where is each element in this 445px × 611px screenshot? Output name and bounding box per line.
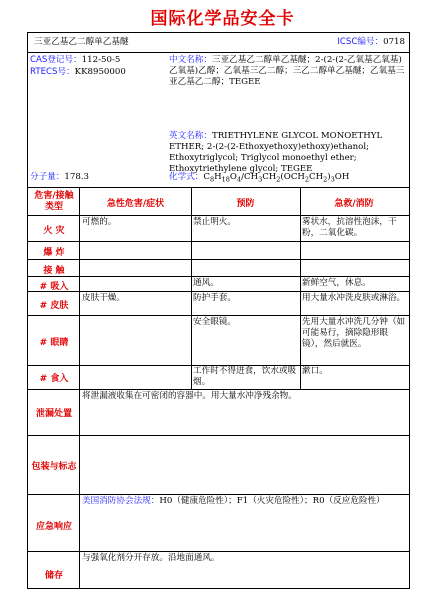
en-name-value: TRIETHYLENE GLYCOL MONOETHYL ETHER; 2-(2-(2-Ethoxyethoxy)ethoxy)ethanol; Ethoxytriglycol; Triglycol monoethyl ether; Ethoxytriethylene glycol; TEGEE: [169, 131, 383, 174]
formula-label: 化学式：: [169, 172, 204, 182]
mw-value: 178.3: [64, 172, 89, 182]
rtecs-label: RTECS号：: [30, 67, 75, 77]
en-name-label: 英文名称：: [169, 131, 212, 141]
emergency-label: 应急响应: [35, 522, 72, 532]
row-type-explosion: 爆 炸: [43, 248, 65, 258]
icsc-label: ICSC编号：: [337, 37, 384, 47]
row-type-fire: 火 灾: [43, 226, 65, 236]
row-prevention-skin: 防护手套。: [193, 293, 236, 303]
molecular-weight-line: [30, 172, 160, 183]
chinese-name-block: [169, 55, 407, 88]
emergency-text-block: [82, 496, 407, 507]
cn-name-label: 中文名称：: [169, 55, 212, 65]
row-type-contact: 接 触: [43, 266, 65, 276]
row-firstaid-fire: 雾状水，抗溶性泡沫，干粉，二氧化碳。: [302, 217, 397, 238]
row-type-inhalation: # 吸入: [39, 282, 69, 292]
rtecs-value: KK8950000: [74, 67, 126, 77]
row-symptom-fire: 可燃的。: [82, 217, 117, 227]
emergency-text: H0（健康危险性）；F1（火灾危险性）；R0（反应危险性）: [159, 496, 385, 506]
row-type-skin: # 皮肤: [39, 301, 69, 311]
row-firstaid-inhalation: 新鲜空气，休息。: [302, 278, 371, 288]
cas-line: [30, 55, 160, 66]
english-name-block: [169, 131, 407, 175]
icsc-number: 0718: [383, 37, 405, 47]
packaging-label: 包装与标志: [31, 462, 77, 472]
row-prevention-ingestion: 工作时不得进食，饮水或吸烟。: [193, 366, 297, 387]
col-header-symptom: 急性危害/症状: [106, 199, 165, 209]
spill-label: 泄漏处置: [35, 409, 72, 419]
emergency-lead: 美国消防协会法规：: [82, 496, 160, 506]
icsc-number-line: [337, 37, 405, 48]
storage-label: 储存: [44, 571, 63, 581]
row-prevention-eyes: 安全眼镜。: [193, 317, 236, 327]
spill-text: 将泄漏液收集在可密闭的容器中。用大量水冲净残余物。: [82, 391, 297, 401]
storage-text: 与强氧化剂分开存放。沿地面通风。: [82, 553, 220, 563]
col-header-firstaid: 急救/消防: [334, 199, 374, 209]
page-title: 国际化学品安全卡: [150, 9, 295, 29]
chemical-name: 三亚乙基乙二醇单乙基醚: [34, 37, 129, 47]
col-header-prevention: 预防: [236, 199, 255, 209]
row-symptom-skin: 皮肤干燥。: [82, 293, 125, 303]
row-prevention-fire: 禁止明火。: [193, 217, 236, 227]
formula-value: $C_8H_{18}O_4/CH_3CH_2(OCH_2CH_2)_3OH$: [203, 172, 350, 184]
row-firstaid-eyes: 先用大量水冲洗几分钟（如可能易行，摘除隐形眼镜），然后就医。: [302, 317, 406, 349]
rtecs-line: [30, 67, 160, 78]
mw-label: 分子量：: [30, 172, 65, 182]
row-firstaid-skin: 用大量水冲洗皮肤或淋浴。: [302, 293, 406, 303]
row-type-eyes: # 眼睛: [39, 338, 69, 348]
safety-card: [27, 32, 410, 589]
row-type-ingestion: # 食入: [39, 374, 69, 384]
row-firstaid-ingestion: 漱口。: [302, 366, 328, 376]
cn-name-value: 三亚乙基乙二醇单乙基醚；2-(2-(2-乙氧基乙氧基)乙氧基)乙醇；乙氧基三乙二醇；三乙二醇单乙基醚；乙氧基三亚乙基乙二醇；TEGEE: [169, 55, 405, 87]
cas-label: CAS登记号：: [30, 55, 82, 65]
cas-value: 112-50-5: [81, 55, 121, 65]
formula-line: [169, 172, 407, 186]
col-header-type: 危害/接触类型: [34, 191, 74, 212]
row-prevention-inhalation: 通风。: [193, 278, 219, 288]
